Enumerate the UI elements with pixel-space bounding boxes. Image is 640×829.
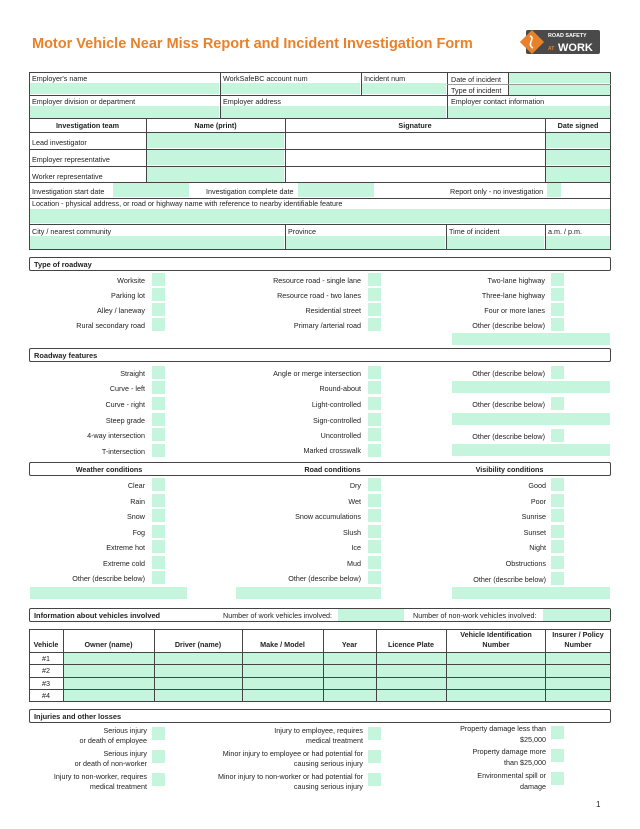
- vehicle-col-header: Vehicle: [33, 640, 59, 649]
- visibility-checkbox[interactable]: [551, 494, 564, 507]
- road-checkbox[interactable]: [368, 509, 381, 522]
- feature-checkbox[interactable]: [368, 397, 381, 410]
- weather-option-label: Extreme hot: [106, 543, 145, 552]
- injury-checkbox[interactable]: [152, 727, 165, 740]
- roadway-checkbox[interactable]: [152, 318, 165, 331]
- visibility-option-label: Good: [528, 481, 546, 490]
- injury-option-label: Serious injury: [103, 749, 147, 758]
- section-title: Type of roadway: [34, 260, 92, 269]
- team-header: Investigation team: [55, 121, 120, 130]
- nonwork-vehicles-field[interactable]: [543, 609, 610, 621]
- roadway-checkbox[interactable]: [368, 288, 381, 301]
- ampm-field[interactable]: [546, 236, 610, 249]
- section-title: Roadway features: [34, 351, 98, 360]
- weather-option-label: Other (describe below): [72, 574, 145, 583]
- vehicle-cell-field[interactable]: [243, 678, 323, 689]
- road-option-label: Wet: [348, 497, 361, 506]
- loss-option-label: $25,000: [520, 735, 546, 744]
- injury-option-label: or death of employee: [79, 736, 147, 745]
- feature-checkbox[interactable]: [551, 397, 564, 410]
- vehicle-cell-field[interactable]: [546, 653, 610, 664]
- weather-checkbox[interactable]: [152, 540, 165, 553]
- report-only-label: Report only - no investigation: [450, 187, 544, 196]
- weather-checkbox[interactable]: [152, 525, 165, 538]
- vehicle-cell-field[interactable]: [377, 690, 446, 701]
- vehicle-cell-field[interactable]: [155, 678, 242, 689]
- feature-other-field[interactable]: [452, 413, 610, 425]
- vehicle-cell-field[interactable]: [64, 665, 154, 677]
- weather-option-label: Clear: [127, 481, 145, 490]
- feature-option-label: Uncontrolled: [320, 431, 361, 440]
- loss-option-label: than $25,000: [504, 758, 546, 767]
- ampm-label: a.m. / p.m.: [548, 227, 582, 236]
- weather-other-field[interactable]: [30, 587, 187, 599]
- report-only-checkbox[interactable]: [547, 183, 561, 197]
- vehicle-cell-field[interactable]: [155, 653, 242, 664]
- roadway-option-label: Residential street: [305, 306, 361, 315]
- visibility-other-field[interactable]: [452, 587, 610, 599]
- road-option-label: Ice: [351, 543, 361, 552]
- injury-option-label: Serious injury: [103, 726, 147, 735]
- roadway-option-label: Resource road - single lane: [273, 276, 361, 285]
- loss-checkbox[interactable]: [551, 772, 564, 785]
- vehicle-cell-field[interactable]: [546, 678, 610, 689]
- roadway-option-label: Rural secondary road: [76, 321, 145, 330]
- road-option-label: Mud: [347, 559, 361, 568]
- injury-checkbox[interactable]: [152, 773, 165, 786]
- feature-checkbox[interactable]: [368, 381, 381, 394]
- visibility-checkbox[interactable]: [551, 556, 564, 569]
- date-of-incident-label: Date of incident: [451, 75, 501, 84]
- roadway-checkbox[interactable]: [152, 303, 165, 316]
- employer-rep-date-field[interactable]: [546, 150, 610, 165]
- type-of-incident-field[interactable]: [509, 85, 610, 95]
- roadway-checkbox[interactable]: [551, 318, 564, 331]
- feature-checkbox[interactable]: [152, 444, 165, 457]
- feature-checkbox[interactable]: [368, 428, 381, 441]
- visibility-title: Visibility conditions: [475, 465, 544, 474]
- vehicle-row-label: #4: [42, 691, 50, 700]
- injury-option-label: Injury to non-worker, requires: [53, 772, 147, 781]
- loss-option-label: Property damage less than: [460, 724, 546, 733]
- weather-checkbox[interactable]: [152, 509, 165, 522]
- location-field[interactable]: [30, 209, 610, 223]
- feature-option-label: Curve - left: [109, 384, 145, 393]
- roadway-other-field[interactable]: [452, 333, 610, 345]
- injury-option-label: Minor injury to non-worker or had potential for: [217, 772, 363, 781]
- name-print-header: Name (print): [194, 121, 237, 130]
- loss-option-label: Property damage more: [472, 747, 546, 756]
- loss-checkbox[interactable]: [551, 726, 564, 739]
- roadway-option-label: Other (describe below): [472, 321, 545, 330]
- vehicle-cell-field[interactable]: [377, 665, 446, 677]
- road-other-field[interactable]: [236, 587, 381, 599]
- roadway-checkbox[interactable]: [368, 318, 381, 331]
- feature-option-label: Sign-controlled: [313, 416, 361, 425]
- feature-option-label: Light-controlled: [311, 400, 361, 409]
- road-option-label: Slush: [343, 528, 361, 537]
- loss-checkbox[interactable]: [551, 749, 564, 762]
- injury-option-label: causing serious injury: [293, 782, 363, 791]
- feature-other-label: Other (describe below): [472, 432, 545, 441]
- vehicle-cell-field[interactable]: [64, 653, 154, 664]
- logo-line1: ROAD SAFETY: [548, 33, 587, 39]
- roadway-checkbox[interactable]: [368, 303, 381, 316]
- roadway-option-label: Two-lane highway: [487, 276, 545, 285]
- feature-checkbox[interactable]: [368, 413, 381, 426]
- roadway-option-label: Worksite: [117, 276, 145, 285]
- vehicle-cell-field[interactable]: [447, 678, 545, 689]
- section-title: Information about vehicles involved: [34, 611, 161, 620]
- insurer-col-header: Insurer / Policy Number: [552, 630, 604, 649]
- visibility-checkbox[interactable]: [551, 509, 564, 522]
- loss-option-label: damage: [520, 782, 546, 791]
- loss-option-label: Environmental spill or: [477, 771, 546, 780]
- feature-checkbox[interactable]: [152, 366, 165, 379]
- vehicle-cell-field[interactable]: [64, 690, 154, 701]
- vin-col-header: Vehicle Identification Number: [460, 630, 532, 649]
- vehicle-cell-field[interactable]: [447, 665, 545, 677]
- road-checkbox[interactable]: [368, 540, 381, 553]
- visibility-option-label: Night: [529, 543, 546, 552]
- feature-checkbox[interactable]: [368, 366, 381, 379]
- visibility-checkbox[interactable]: [551, 525, 564, 538]
- weather-option-label: Rain: [130, 497, 145, 506]
- vehicle-cell-field[interactable]: [155, 665, 242, 677]
- visibility-option-label: Poor: [530, 497, 546, 506]
- vehicle-cell-field[interactable]: [546, 690, 610, 701]
- road-checkbox[interactable]: [368, 494, 381, 507]
- province-field[interactable]: [286, 236, 445, 249]
- injury-option-label: causing serious injury: [293, 759, 363, 768]
- vehicle-cell-field[interactable]: [155, 690, 242, 701]
- section-title: Injuries and other losses: [34, 712, 122, 721]
- roadway-option-label: Primary /arterial road: [293, 321, 361, 330]
- feature-option-label: Marked crosswalk: [303, 446, 361, 455]
- weather-option-label: Snow: [127, 512, 145, 521]
- feature-checkbox[interactable]: [551, 366, 564, 379]
- vehicle-cell-field[interactable]: [243, 665, 323, 677]
- vehicle-cell-field[interactable]: [447, 653, 545, 664]
- injury-option-label: Injury to employee, requires: [274, 726, 363, 735]
- visibility-option-label: Other (describe below): [473, 575, 546, 584]
- roadway-option-label: Three-lane highway: [481, 291, 545, 300]
- feature-checkbox[interactable]: [152, 413, 165, 426]
- location-label: Location - physical address, or road or highway name with reference to nearby identifiable feature: [32, 199, 343, 208]
- vehicle-cell-field[interactable]: [447, 690, 545, 701]
- complete-date-field[interactable]: [298, 183, 374, 197]
- vehicle-row-label: #3: [42, 679, 50, 688]
- vehicle-row-label: #2: [42, 666, 50, 675]
- roadway-option-label: Resource road - two lanes: [277, 291, 361, 300]
- employer-name-label: Employer's name: [32, 74, 88, 83]
- weather-checkbox[interactable]: [152, 571, 165, 584]
- account-num-label: WorkSafeBC account num: [223, 74, 308, 83]
- injury-option-label: medical treatment: [305, 736, 363, 745]
- lead-name-field[interactable]: [147, 133, 284, 148]
- weather-checkbox[interactable]: [152, 494, 165, 507]
- feature-option-label: Curve - right: [105, 400, 145, 409]
- road-safety-logo: [518, 28, 602, 56]
- employer-contact-label: Employer contact information: [451, 97, 545, 106]
- page-number: 1: [596, 800, 601, 809]
- start-date-label: Investigation start date: [32, 187, 105, 196]
- roadway-option-label: Alley / laneway: [97, 306, 145, 315]
- roadway-features-section: [29, 348, 611, 362]
- form-title: Motor Vehicle Near Miss Report and Incident Investigation Form: [32, 36, 473, 52]
- road-checkbox[interactable]: [368, 556, 381, 569]
- vehicle-row-label: #1: [42, 654, 50, 663]
- employer-rep-name-field[interactable]: [147, 150, 284, 165]
- worker-rep-name-field[interactable]: [147, 167, 284, 182]
- roadway-checkbox[interactable]: [368, 273, 381, 286]
- vehicle-cell-field[interactable]: [243, 690, 323, 701]
- feature-checkbox[interactable]: [152, 428, 165, 441]
- injury-option-label: medical treatment: [89, 782, 147, 791]
- visibility-option-label: Sunset: [523, 528, 546, 537]
- incident-num-field[interactable]: [362, 83, 446, 94]
- vehicle-cell-field[interactable]: [324, 653, 376, 664]
- type-of-roadway-section: [29, 257, 611, 271]
- lead-date-field[interactable]: [546, 133, 610, 148]
- date-of-incident-field[interactable]: [509, 73, 610, 83]
- injury-checkbox[interactable]: [152, 750, 165, 763]
- vehicle-cell-field[interactable]: [324, 690, 376, 701]
- start-date-field[interactable]: [113, 183, 189, 197]
- work-vehicles-field[interactable]: [338, 609, 404, 621]
- logo-line2: AT: [548, 46, 555, 52]
- roadway-checkbox[interactable]: [551, 303, 564, 316]
- vehicle-cell-field[interactable]: [377, 653, 446, 664]
- feature-other-field[interactable]: [452, 444, 610, 456]
- feature-checkbox[interactable]: [152, 397, 165, 410]
- licence-plate-col-header: Licence Plate: [388, 640, 434, 649]
- division-label: Employer division or department: [32, 97, 136, 106]
- vehicle-cell-field[interactable]: [243, 653, 323, 664]
- road-checkbox[interactable]: [368, 571, 381, 584]
- province-label: Province: [288, 227, 316, 236]
- injury-option-label: Minor injury to employee or had potential for: [222, 749, 363, 758]
- employer-contact-field[interactable]: [448, 106, 610, 118]
- signature-header: Signature: [398, 121, 432, 130]
- vehicle-cell-field[interactable]: [64, 678, 154, 689]
- weather-checkbox[interactable]: [152, 478, 165, 491]
- feature-checkbox[interactable]: [368, 444, 381, 457]
- complete-date-label: Investigation complete date: [206, 187, 294, 196]
- date-signed-header: Date signed: [557, 121, 599, 130]
- feature-other-field[interactable]: [452, 381, 610, 393]
- city-label: City / nearest community: [32, 227, 112, 236]
- roadway-checkbox[interactable]: [152, 288, 165, 301]
- road-option-label: Snow accumulations: [295, 512, 361, 521]
- feature-option-label: 4-way intersection: [87, 431, 145, 440]
- employer-name-field[interactable]: [30, 83, 219, 94]
- road-option-label: Other (describe below): [288, 574, 361, 583]
- employer-address-label: Employer address: [223, 97, 281, 106]
- injury-checkbox[interactable]: [368, 750, 381, 763]
- visibility-option-label: Obstructions: [505, 559, 546, 568]
- feature-option-label: Steep grade: [105, 416, 145, 425]
- feature-option-label: Straight: [120, 369, 145, 378]
- make-model-col-header: Make / Model: [260, 640, 305, 649]
- road-option-label: Dry: [349, 481, 361, 490]
- driver-col-header: Driver (name): [174, 640, 222, 649]
- vehicle-cell-field[interactable]: [546, 665, 610, 677]
- nonwork-vehicles-label: Number of non-work vehicles involved:: [413, 611, 537, 620]
- work-vehicles-label: Number of work vehicles involved:: [223, 611, 333, 620]
- city-field[interactable]: [30, 236, 284, 249]
- roadway-option-label: Parking lot: [111, 291, 145, 300]
- visibility-checkbox[interactable]: [551, 572, 564, 585]
- visibility-checkbox[interactable]: [551, 478, 564, 491]
- account-num-field[interactable]: [221, 83, 360, 94]
- weather-option-label: Fog: [132, 528, 145, 537]
- logo-line3: WORK: [558, 42, 593, 54]
- worker-rep-label: Worker representative: [32, 172, 103, 181]
- weather-option-label: Extreme cold: [103, 559, 145, 568]
- feature-checkbox[interactable]: [551, 429, 564, 442]
- road-checkbox[interactable]: [368, 525, 381, 538]
- incident-num-label: Incident num: [364, 74, 406, 83]
- vehicle-cell-field[interactable]: [324, 665, 376, 677]
- worker-rep-date-field[interactable]: [546, 167, 610, 182]
- feature-other-label: Other (describe below): [472, 400, 545, 409]
- feature-checkbox[interactable]: [152, 381, 165, 394]
- weather-title: Weather conditions: [75, 465, 143, 474]
- visibility-checkbox[interactable]: [551, 540, 564, 553]
- division-field[interactable]: [30, 106, 219, 118]
- road-conditions-title: Road conditions: [304, 465, 361, 474]
- type-of-incident-label: Type of incident: [451, 86, 502, 95]
- vehicle-cell-field[interactable]: [324, 678, 376, 689]
- feature-other-label: Other (describe below): [472, 369, 545, 378]
- time-field[interactable]: [447, 236, 544, 249]
- roadway-option-label: Four or more lanes: [484, 306, 545, 315]
- year-col-header: Year: [341, 640, 358, 649]
- weather-checkbox[interactable]: [152, 556, 165, 569]
- roadway-checkbox[interactable]: [551, 288, 564, 301]
- road-checkbox[interactable]: [368, 478, 381, 491]
- injury-checkbox[interactable]: [368, 727, 381, 740]
- visibility-option-label: Sunrise: [521, 512, 546, 521]
- injuries-section: [29, 709, 611, 723]
- lead-investigator-label: Lead investigator: [32, 138, 87, 147]
- employer-rep-label: Employer representative: [32, 155, 110, 164]
- feature-option-label: Angle or merge intersection: [273, 369, 361, 378]
- roadway-checkbox[interactable]: [551, 273, 564, 286]
- feature-option-label: Round-about: [319, 384, 361, 393]
- roadway-checkbox[interactable]: [152, 273, 165, 286]
- feature-option-label: T-intersection: [101, 447, 145, 456]
- injury-option-label: or death of non-worker: [74, 759, 147, 768]
- employer-address-field[interactable]: [221, 106, 446, 118]
- vehicle-cell-field[interactable]: [377, 678, 446, 689]
- injury-checkbox[interactable]: [368, 773, 381, 786]
- owner-col-header: Owner (name): [84, 640, 133, 649]
- time-label: Time of incident: [449, 227, 500, 236]
